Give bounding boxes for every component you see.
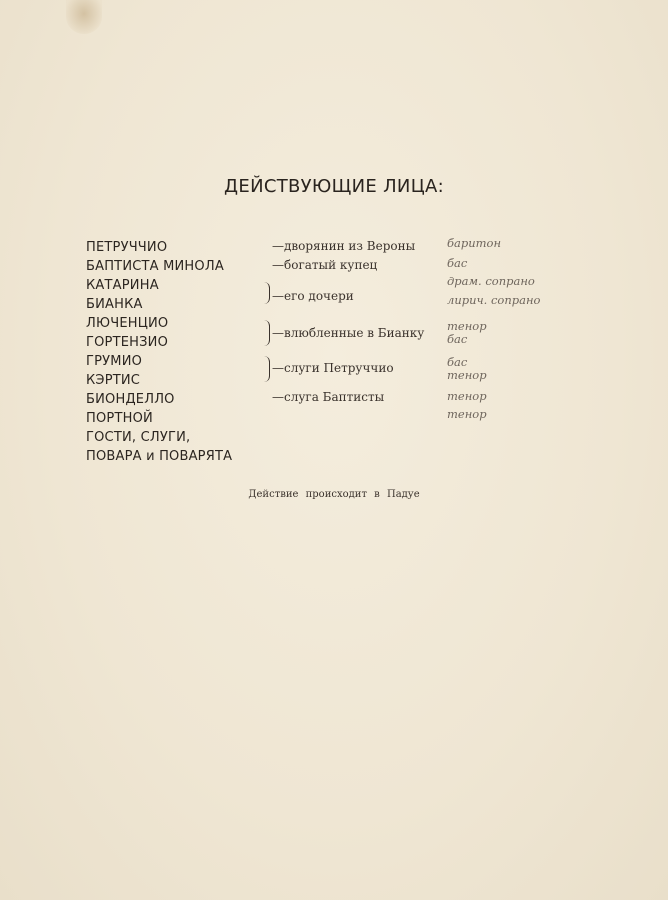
character-name: ГОСТИ, СЛУГИ, (86, 430, 191, 445)
character-name: КЭРТИС (86, 373, 141, 388)
character-name: БИАНКА (86, 297, 143, 312)
role-description: —слуга Баптисты (272, 390, 385, 404)
role-description: —его дочери (272, 289, 354, 303)
character-name: КАТАРИНА (86, 278, 159, 293)
voice-type: бас (447, 256, 468, 270)
character-name: БАПТИСТА МИНОЛА (86, 259, 224, 274)
voice-type: бас (447, 332, 468, 346)
voice-type: тенор (447, 407, 487, 421)
character-name: ПЕТРУЧЧИО (86, 240, 168, 255)
role-description: —слуги Петруччио (272, 361, 394, 375)
voice-type: тенор (447, 368, 487, 382)
character-name: ЛЮЧЕНЦИО (86, 316, 169, 331)
character-name: БИОНДЕЛЛО (86, 392, 175, 407)
setting-note: Действие происходит в Падуе (248, 489, 420, 500)
character-name: ПОВАРА и ПОВАРЯТА (86, 449, 233, 464)
voice-type: лирич. сопрано (447, 293, 541, 307)
role-description: —богатый купец (272, 258, 378, 272)
character-name: ПОРТНОЙ (86, 411, 153, 426)
character-name: ГРУМИО (86, 354, 143, 369)
voice-type: тенор (447, 389, 487, 403)
voice-type: драм. сопрано (447, 274, 535, 288)
voice-type: баритон (447, 236, 502, 250)
voice-type: бас (447, 355, 468, 369)
character-name: ГОРТЕНЗИО (86, 335, 169, 350)
role-description: —влюбленные в Бианку (272, 326, 425, 340)
group-brace (263, 356, 270, 382)
voice-type: тенор (447, 319, 487, 333)
group-brace (263, 320, 270, 346)
role-description: —дворянин из Вероны (272, 239, 416, 253)
group-brace (263, 282, 270, 304)
paper-stain (66, 0, 102, 34)
page-title: ДЕЙСТВУЮЩИЕ ЛИЦА: (224, 176, 444, 197)
